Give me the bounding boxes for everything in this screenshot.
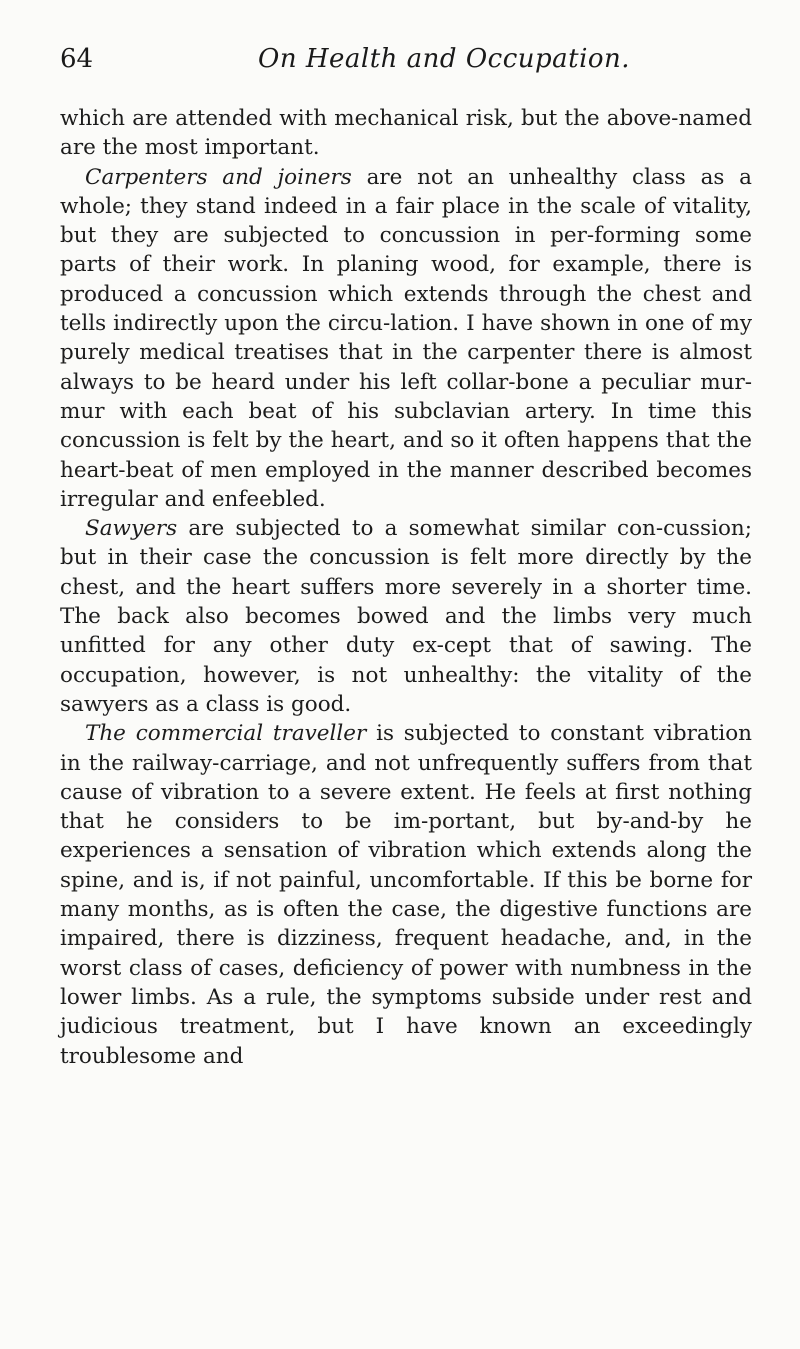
paragraph-text: are not an unhealthy class as a whole; they stand indeed in a fair place in the scale of vitality, but they are subjected to concussion in per-forming some parts of their work. In planing wood, for example, there is produced a concussion which extends through the chest and tells indirectly upon the circu-lation. I have shown in one of my purely medical treatises that in the carpenter there is almost always to be heard under his left collar-bone a peculiar mur-mur with each beat of his subclavian artery. In time this concussion is felt by the heart, and so it often happens that the heart-beat of men employed in the manner described becomes irregular and enfeebled.	[60, 164, 752, 512]
paragraph-sawyers	[60, 514, 752, 719]
body-text	[60, 104, 752, 1071]
running-head	[60, 44, 760, 84]
paragraph-text: which are attended with mechanical risk, but the above-named are the most important.	[60, 106, 752, 161]
paragraph-continuation	[60, 104, 752, 163]
page-number: 64	[60, 44, 94, 74]
paragraph-carpenters	[60, 163, 752, 515]
paragraph-text: are subjected to a somewhat similar con-cussion; but in their case the concussion is felt more directly by the chest, and the heart suffers more severely in a shorter time. The back also becomes bowed and the limbs very much unfitted for any other duty ex-cept that of sawing. The occupation, however, is not unhealthy: the vitality of the sawyers as a class is good.	[60, 516, 752, 717]
paragraph-lead: The commercial traveller	[85, 721, 367, 747]
paragraph-commercial-traveller	[60, 719, 752, 1071]
paragraph-lead: Carpenters and joiners	[85, 164, 352, 190]
paragraph-lead: Sawyers	[85, 516, 178, 542]
paragraph-text: is subjected to constant vibration in the railway-carriage, and not unfrequently suffers from that cause of vibration to a severe extent. He feels at first nothing that he considers to be im-portant, but by-and-by he experiences a sensation of vibration which extends along the spine, and is, if not painful, uncomfortable. If this be borne for many months, as is often the case, the digestive functions are impaired, there is dizziness, frequent headache, and, in the worst class of cases, deficiency of power with numbness in the lower limbs. As a rule, the symptoms subside under rest and judicious treatment, but I have known an exceedingly troublesome and	[60, 721, 752, 1069]
running-title: On Health and Occupation.	[258, 44, 631, 74]
